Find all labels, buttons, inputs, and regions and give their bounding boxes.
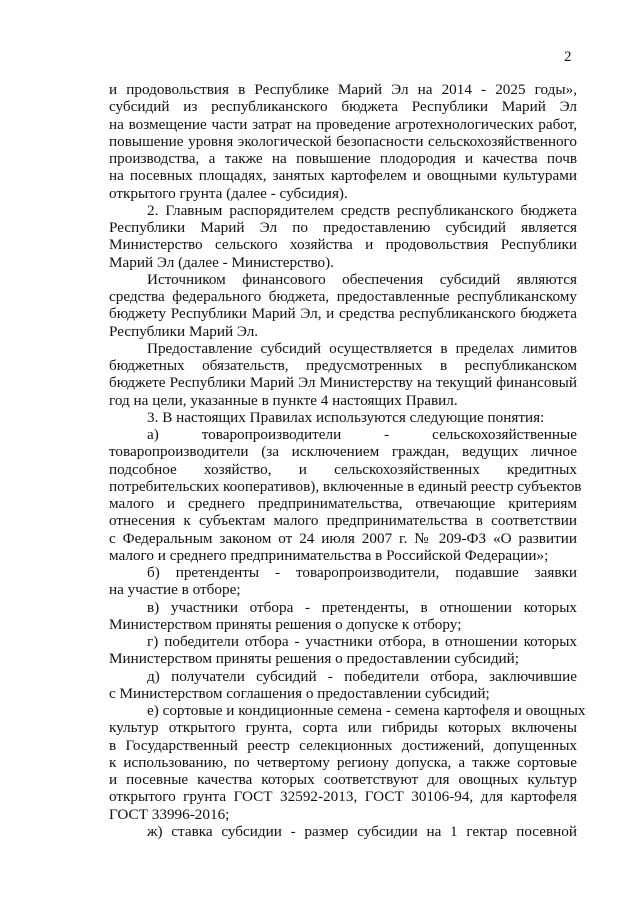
- text-line: д) получатели субсидий - победители отбора, заключившие: [147, 667, 577, 685]
- text-line: б) претенденты - товаропроизводители, подавшие заявки: [147, 564, 577, 581]
- text-line: Предоставление субсидий осуществляется в пределах лимитов: [147, 339, 577, 357]
- text-line: отнесения к субъектам малого предпринимательства в соответствии: [109, 512, 577, 530]
- text-line: бюджетных обязательств, предусмотренных в республиканском: [109, 357, 577, 374]
- text-line: Марий Эл (далее - Министерство).: [109, 253, 334, 271]
- text-line: в) участники отбора - претенденты, в отношении которых: [147, 598, 577, 616]
- text-line: и посевные качества которых соответствуют для овощных культур: [109, 771, 577, 788]
- text-line: с Федеральным законом от 24 июля 2007 г. № 209-ФЗ «О развитии: [109, 529, 577, 547]
- text-line: на посевных площадях, занятых картофелем и овощными культурами: [109, 167, 577, 185]
- text-line: культур открытого грунта, сорта или гибриды которых включены: [109, 719, 577, 737]
- text-line: открытого грунта (далее - субсидия).: [109, 184, 348, 202]
- text-line: подсобное хозяйство, и сельскохозяйственных кредитных: [109, 460, 577, 478]
- text-line: Республики Марий Эл по предоставлению субсидий является: [109, 219, 577, 236]
- text-line: и продовольствия в Республике Марий Эл на 2014 - 2025 годы»,: [109, 81, 577, 98]
- text-line: открытого грунта ГОСТ 32592-2013, ГОСТ 30106-94, для картофеля: [109, 788, 577, 806]
- text-line: потребительских кооперативов), включенные в единый реестр субъектов: [109, 477, 582, 495]
- text-line: Республики Марий Эл.: [109, 322, 259, 340]
- text-line: на возмещение части затрат на проведение агротехнологических работ,: [109, 115, 577, 133]
- text-line: субсидий из республиканского бюджета Республики Марий Эл: [109, 98, 577, 116]
- text-line: к использованию, по четвертому региону допуска, а также сортовые: [109, 753, 577, 771]
- text-line: Источником финансового обеспечения субсидий являются: [147, 270, 577, 288]
- text-line: ГОСТ 33996-2016;: [109, 805, 230, 823]
- text-line: Министерством приняты решения о предоставлении субсидий;: [109, 650, 520, 668]
- text-line: товаропроизводители (за исключением граждан, ведущих личное: [109, 443, 577, 461]
- text-line: год на цели, указанные в пункте 4 настоящих Правил.: [109, 391, 458, 409]
- text-line: ж) ставка субсидии - размер субсидии на 1 гектар посевной: [147, 822, 577, 840]
- text-line: бюджету Республики Марий Эл, и средства республиканского бюджета: [109, 305, 577, 323]
- document-body: [109, 81, 586, 840]
- text-line: Министерством приняты решения о допуске к отбору;: [109, 615, 462, 633]
- text-line: е) сортовые и кондиционные семена - семена картофеля и овощных: [147, 702, 586, 719]
- text-line: на участие в отборе;: [109, 581, 241, 599]
- text-line: г) победители отбора - участники отбора, в отношении которых: [147, 633, 577, 650]
- page-number: 2: [564, 49, 572, 65]
- text-line: производства, а также на повышение плодородия и качества почв: [109, 150, 577, 167]
- text-line: в Государственный реестр селекционных достижений, допущенных: [109, 736, 577, 754]
- text-line: средства федерального бюджета, предоставленные республиканскому: [109, 288, 577, 305]
- text-line: 3. В настоящих Правилах используются следующие понятия:: [147, 408, 545, 426]
- text-line: малого и среднего предпринимательства в Российской Федерации»;: [109, 546, 549, 564]
- text-line: с Министерством соглашения о предоставлении субсидий;: [109, 684, 490, 702]
- text-line: Министерство сельского хозяйства и продовольствия Республики: [109, 236, 577, 254]
- text-line: бюджете Республики Марий Эл Министерству на текущий финансовый: [109, 374, 577, 392]
- text-line: повышение уровня экологической безопасности сельскохозяйственного: [109, 132, 577, 150]
- text-line: 2. Главным распорядителем средств республиканского бюджета: [147, 201, 577, 219]
- text-line: а) товаропроизводители - сельскохозяйственные: [147, 426, 577, 443]
- text-line: малого и среднего предпринимательства, отвечающие критериям: [109, 495, 577, 512]
